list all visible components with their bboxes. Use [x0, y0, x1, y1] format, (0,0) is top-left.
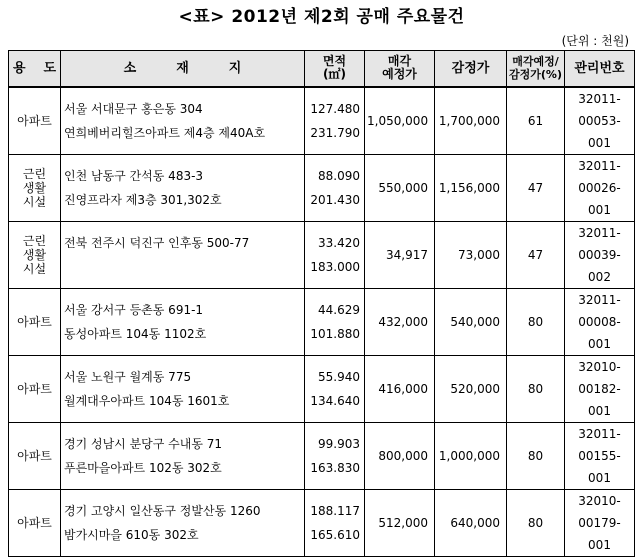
- cell-mgmt-no: [565, 489, 635, 556]
- cell-use: [9, 288, 61, 355]
- area-value1: 188.117: [310, 503, 360, 518]
- cell-ratio: 47: [507, 221, 565, 288]
- header-location-char: 지: [228, 60, 242, 76]
- cell-location: [61, 87, 305, 155]
- cell-ratio: 61: [507, 87, 565, 155]
- cell-ratio: 80: [507, 355, 565, 422]
- cell-use: [9, 87, 61, 155]
- header-area-label: 면적: [322, 54, 347, 69]
- cell-location: [61, 288, 305, 355]
- cell-use: [9, 355, 61, 422]
- header-sale-price: [365, 51, 435, 87]
- address-line2: 밤가시마을 610동 302호: [64, 527, 199, 542]
- area-value1: 88.090: [318, 168, 360, 183]
- cell-mgmt-no: [565, 288, 635, 355]
- area-value2: 231.790: [310, 125, 360, 140]
- table-row: [9, 221, 635, 288]
- cell-mgmt-no: [565, 355, 635, 422]
- mgmt-no-line1: 32011-: [578, 158, 621, 173]
- area-value2: 183.000: [310, 259, 360, 274]
- cell-appraisal: 73,000: [435, 221, 507, 288]
- address-line2: 연희베버리힐즈아파트 제4층 제40A호: [64, 125, 266, 140]
- area-value1: 55.940: [318, 369, 360, 384]
- area-value2: 201.430: [310, 192, 360, 207]
- use-text: 근린: [22, 233, 47, 248]
- use-text: 시설: [22, 194, 47, 209]
- use-text: 아파트: [17, 314, 52, 329]
- mgmt-no-line2: 00026-001: [578, 180, 621, 217]
- header-ratio: [507, 51, 565, 87]
- table-row: [9, 288, 635, 355]
- cell-use: [9, 422, 61, 489]
- cell-appraisal: 640,000: [435, 489, 507, 556]
- cell-use: [9, 154, 61, 221]
- header-location-char: 재: [176, 60, 189, 76]
- mgmt-no-line2: 00155-001: [578, 448, 621, 485]
- cell-sale-price: 34,917: [365, 221, 435, 288]
- header-ratio-line2: 감정가(%): [509, 68, 562, 82]
- cell-appraisal: 1,156,000: [435, 154, 507, 221]
- use-text: 아파트: [17, 448, 52, 463]
- mgmt-no-line2: 00053-001: [578, 113, 621, 150]
- cell-ratio: 80: [507, 422, 565, 489]
- cell-sale-price: 1,050,000: [365, 87, 435, 155]
- cell-location: [61, 355, 305, 422]
- area-value1: 33.420: [318, 235, 360, 250]
- cell-use: [9, 221, 61, 288]
- cell-location: [61, 489, 305, 556]
- cell-location: [61, 154, 305, 221]
- header-mgmt-no: 관리번호: [565, 51, 635, 87]
- cell-mgmt-no: [565, 221, 635, 288]
- cell-sale-price: 416,000: [365, 355, 435, 422]
- cell-sale-price: 800,000: [365, 422, 435, 489]
- mgmt-no-line1: 32010-: [578, 493, 621, 508]
- use-text: 아파트: [17, 113, 52, 128]
- address-line1: 서울 서대문구 홍은동 304: [64, 101, 203, 116]
- header-area-unit: (㎡): [323, 67, 346, 82]
- header-location: [61, 51, 305, 87]
- address-line1: 서울 강서구 등촌동 691-1: [64, 302, 204, 317]
- mgmt-no-line1: 32010-: [578, 359, 621, 374]
- area-value2: 134.640: [310, 393, 360, 408]
- mgmt-no-line2: 00008-001: [578, 314, 621, 351]
- area-value2: 163.830: [310, 460, 360, 475]
- area-value2: 101.880: [310, 326, 360, 341]
- cell-appraisal: 1,700,000: [435, 87, 507, 155]
- area-value1: 127.480: [310, 101, 360, 116]
- header-use: [9, 51, 61, 87]
- cell-mgmt-no: [565, 87, 635, 155]
- cell-area: [305, 422, 365, 489]
- address-line1: 경기 고양시 일산동구 정발산동 1260: [64, 503, 261, 518]
- area-value1: 99.903: [318, 436, 360, 451]
- cell-mgmt-no: [565, 422, 635, 489]
- table-row: [9, 489, 635, 556]
- area-value2: 165.610: [310, 527, 360, 542]
- header-area: [305, 51, 365, 87]
- address-line2: [64, 255, 302, 279]
- address-line2: 동성아파트 104동 1102호: [64, 326, 207, 341]
- mgmt-no-line2: 00179-001: [578, 515, 621, 552]
- mgmt-no-line1: 32011-: [578, 91, 621, 106]
- cell-sale-price: 432,000: [365, 288, 435, 355]
- cell-appraisal: 520,000: [435, 355, 507, 422]
- cell-area: [305, 489, 365, 556]
- table-row: [9, 87, 635, 155]
- header-sale-line2: 예정가: [382, 67, 417, 82]
- cell-sale-price: 512,000: [365, 489, 435, 556]
- mgmt-no-line1: 32011-: [578, 426, 621, 441]
- mgmt-no-line2: 00039-002: [578, 247, 621, 284]
- address-line1: 인천 남동구 간석동 483-3: [64, 168, 204, 183]
- address-line1: 전북 전주시 덕진구 인후동 500-77: [64, 235, 250, 250]
- cell-ratio: 80: [507, 489, 565, 556]
- auction-items-table: [8, 50, 635, 557]
- address-line2: 월계대우아파트 104동 1601호: [64, 393, 230, 408]
- use-text: 근린: [22, 166, 47, 181]
- header-row: [9, 51, 635, 87]
- use-text: 아파트: [17, 515, 52, 530]
- address-line2: 푸른마을아파트 102동 302호: [64, 460, 222, 475]
- use-text: 생활: [22, 180, 47, 195]
- cell-area: [305, 87, 365, 155]
- use-text: 시설: [22, 261, 47, 276]
- area-value1: 44.629: [318, 302, 360, 317]
- header-use-char: 용: [12, 60, 26, 76]
- cell-area: [305, 221, 365, 288]
- address-line1: 경기 성남시 분당구 수내동 71: [64, 436, 223, 451]
- mgmt-no-line1: 32011-: [578, 225, 621, 240]
- cell-location: [61, 422, 305, 489]
- use-text: 생활: [22, 247, 47, 262]
- header-location-char: 소: [123, 60, 137, 76]
- header-ratio-line1: 매각예정/: [512, 55, 559, 69]
- address-line1: 서울 노원구 월계동 775: [64, 369, 192, 384]
- header-use-char: 도: [43, 60, 57, 76]
- cell-appraisal: 1,000,000: [435, 422, 507, 489]
- cell-area: [305, 154, 365, 221]
- cell-appraisal: 540,000: [435, 288, 507, 355]
- mgmt-no-line2: 00182-001: [578, 381, 621, 418]
- header-sale-line1: 매각: [387, 54, 412, 69]
- cell-area: [305, 288, 365, 355]
- address-line2: 진영프라자 제3층 301,302호: [64, 192, 222, 207]
- cell-use: [9, 489, 61, 556]
- cell-location: [61, 221, 305, 288]
- unit-note: (단위 : 천원): [561, 34, 629, 48]
- cell-ratio: 47: [507, 154, 565, 221]
- cell-mgmt-no: [565, 154, 635, 221]
- use-text: 아파트: [17, 381, 52, 396]
- table-row: [9, 154, 635, 221]
- table-row: [9, 355, 635, 422]
- table-row: [9, 422, 635, 489]
- cell-sale-price: 550,000: [365, 154, 435, 221]
- header-appraisal: 감정가: [435, 51, 507, 87]
- cell-ratio: 80: [507, 288, 565, 355]
- page-title: <표> 2012년 제2회 공매 주요물건: [178, 7, 465, 27]
- cell-area: [305, 355, 365, 422]
- mgmt-no-line1: 32011-: [578, 292, 621, 307]
